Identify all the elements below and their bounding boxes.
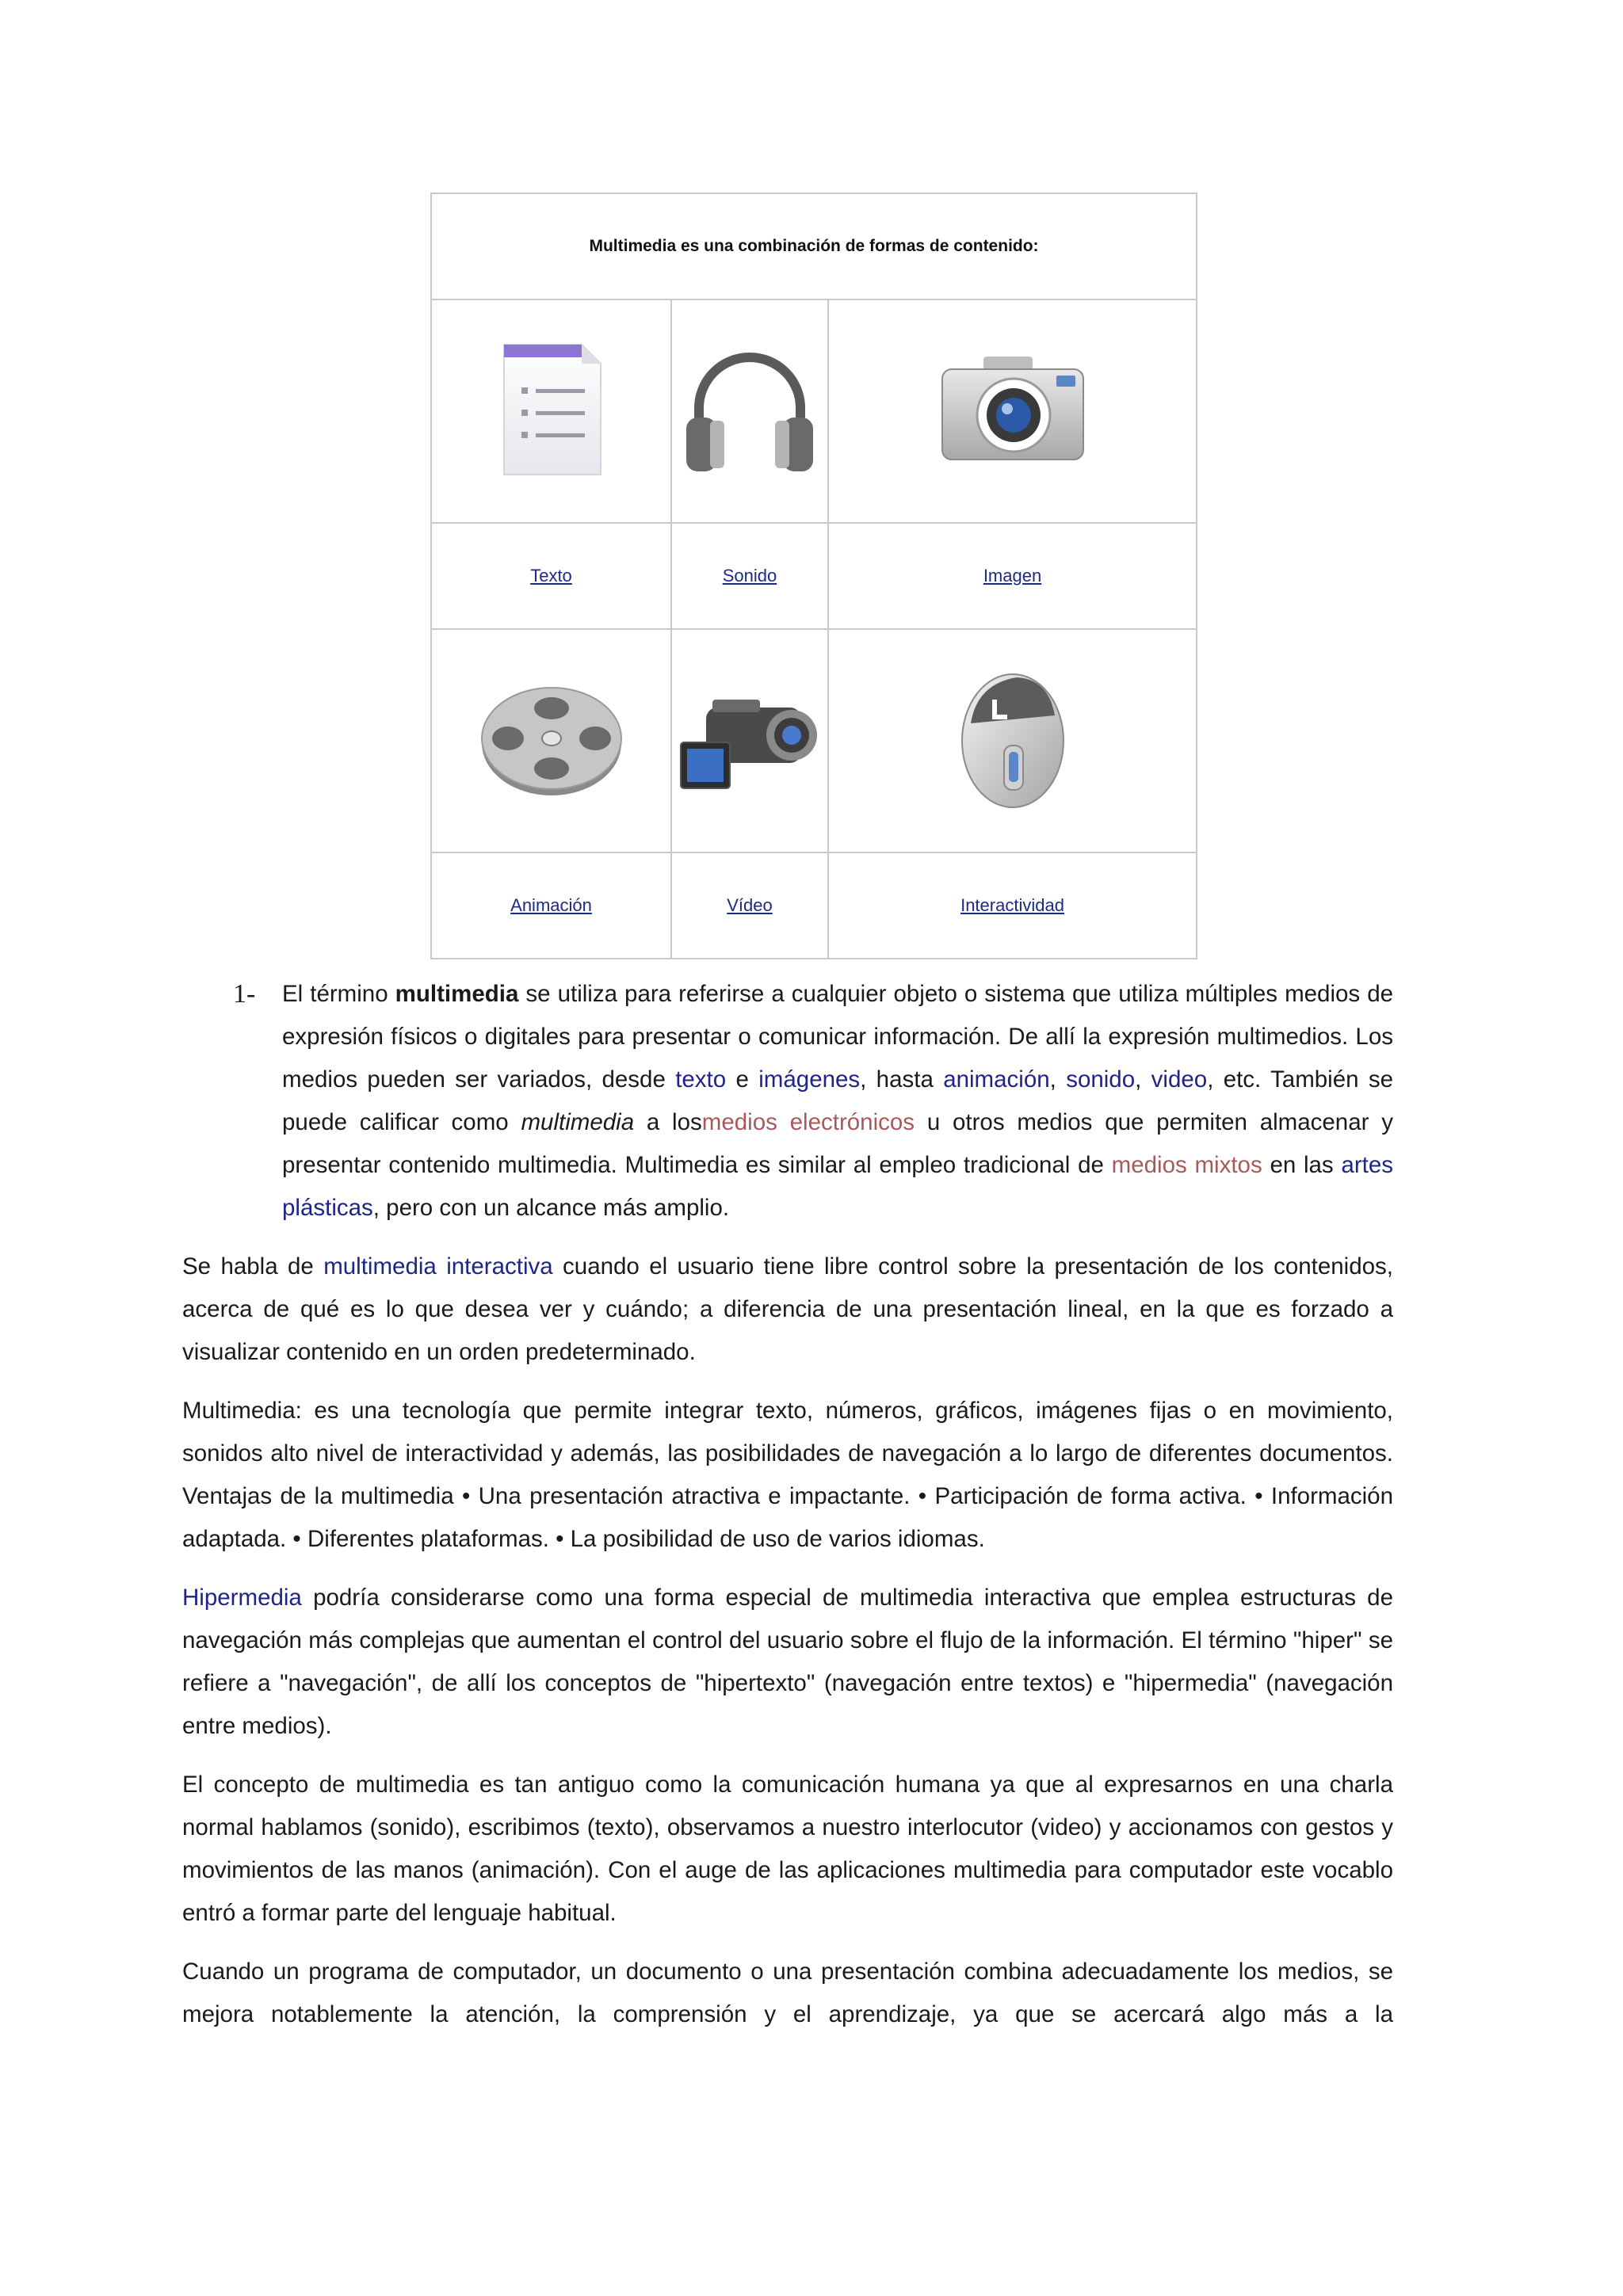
interactividad-link[interactable]: Interactividad: [960, 895, 1064, 915]
cell-image-label: [828, 523, 1197, 629]
sonido-link[interactable]: Sonido: [722, 566, 777, 585]
cell-video-icon: [671, 629, 828, 852]
italic-term: multimedia: [521, 1109, 635, 1135]
cell-animation-label: [431, 852, 671, 959]
list-item-1: [182, 973, 1393, 1230]
multimedia-interactiva-link[interactable]: multimedia interactiva: [323, 1253, 553, 1280]
cell-sound-icon: [671, 299, 828, 523]
mouse-icon: [953, 668, 1072, 810]
text-run: en las: [1270, 1152, 1334, 1178]
cell-interactivity-icon: [828, 629, 1197, 852]
imagen-link[interactable]: Imagen: [983, 566, 1042, 585]
video-inline-link[interactable]: video: [1151, 1066, 1208, 1093]
paragraph-concept: El concepto de multimedia es tan antiguo como la comunicación humana ya que al expresarnos en una charla normal hablamos (sonido), escribimos (texto), observamos a nuestro interlocutor (video) y accionamos con gestos y movimientos de las manos (animación). Con el auge de las aplicaciones multimedia para computador este vocablo entró a formar parte del lenguaje habitual.: [182, 1772, 1393, 1926]
text-run: Se habla de: [182, 1253, 314, 1280]
text-run: ,: [1135, 1066, 1142, 1093]
artes-plasticas-link[interactable]: artes plásticas: [282, 1152, 1394, 1221]
texto-link[interactable]: Texto: [530, 566, 572, 585]
document-body: [182, 973, 1393, 2052]
cell-text-label: [431, 523, 671, 629]
video-link[interactable]: Vídeo: [727, 895, 773, 915]
animacion-link[interactable]: Animación: [510, 895, 592, 915]
film-reel-icon: [476, 680, 627, 799]
cell-sound-label: [671, 523, 828, 629]
text-run: El término: [282, 981, 388, 1007]
paragraph-interactive: [182, 1245, 1393, 1374]
text-run: , hasta: [860, 1066, 934, 1093]
text-run: , etc. También se puede calificar como: [282, 1066, 1394, 1135]
paragraph-hypermedia: [182, 1577, 1393, 1748]
text-run: a los: [646, 1109, 702, 1135]
text-document-icon: [488, 338, 615, 481]
media-table: [430, 193, 1197, 959]
cell-text-icon: [431, 299, 671, 523]
cell-video-label: [671, 852, 828, 959]
hipermedia-link[interactable]: Hipermedia: [182, 1585, 302, 1611]
imagenes-link[interactable]: imágenes: [758, 1066, 861, 1093]
bold-term: multimedia: [395, 981, 519, 1007]
table-caption: Multimedia es una combinación de formas de contenido:: [431, 193, 1197, 299]
cell-image-icon: [828, 299, 1197, 523]
paragraph-program: Cuando un programa de computador, un documento o una presentación combina adecuadamente los medios, se mejora notablemente la atención, la comprensión y el aprendizaje, ya que se acercará algo más a la: [182, 1958, 1393, 2027]
text-run: u otros medios que permiten almacenar y presentar contenido multimedia. Multimedia es similar al empleo tradicional de: [282, 1109, 1393, 1178]
texto-inline-link[interactable]: texto: [675, 1066, 727, 1093]
sonido-inline-link[interactable]: sonido: [1066, 1066, 1136, 1093]
cell-interactivity-label: [828, 852, 1197, 959]
text-run: , pero con un alcance más amplio.: [372, 1195, 730, 1221]
medios-mixtos-link[interactable]: medios mixtos: [1111, 1152, 1262, 1178]
video-camera-icon: [674, 676, 825, 803]
animacion-inline-link[interactable]: animación: [943, 1066, 1050, 1093]
cell-animation-icon: [431, 629, 671, 852]
list-number: 1-: [233, 979, 256, 1009]
paragraph-technology: Multimedia: es una tecnología que permite integrar texto, números, gráficos, imágenes fijas o en movimiento, sonidos alto nivel de interactividad y además, las posibilidades de navegación a lo largo de diferentes documentos. Ventajas de la multimedia • Una presentación atractiva e impactante. • Participación de forma activa. • Información adaptada. • Diferentes plataformas. • La posibilidad de uso de varios idiomas.: [182, 1398, 1393, 1552]
text-run: cuando el usuario tiene libre control sobre la presentación de los contenidos, acerca de qué es lo que desea ver y cuándo; a diferencia de una presentación lineal, en la que es forzado a visualizar contenido en un orden predeterminado.: [182, 1253, 1393, 1365]
headphones-icon: [678, 338, 821, 481]
camera-icon: [938, 350, 1088, 469]
text-run: podría considerarse como una forma especial de multimedia interactiva que emplea estructuras de navegación más complejas que aumentan el control del usuario sobre el flujo de la información. El término "hiper" se refiere a "navegación", de allí los conceptos de "hipertexto" (navegación entre textos) e "hipermedia" (navegación entre medios).: [182, 1585, 1393, 1739]
medios-electronicos-link[interactable]: medios electrónicos: [701, 1109, 915, 1135]
text-run: ,: [1049, 1066, 1056, 1093]
text-run: se utiliza para referirse a cualquier objeto o sistema que utiliza múltiples medios de expresión físicos o digitales para presentar o comunicar información. De allí la expresión multimedios. Los medios pueden ser variados, desde: [282, 981, 1394, 1093]
text-run: e: [735, 1066, 749, 1093]
